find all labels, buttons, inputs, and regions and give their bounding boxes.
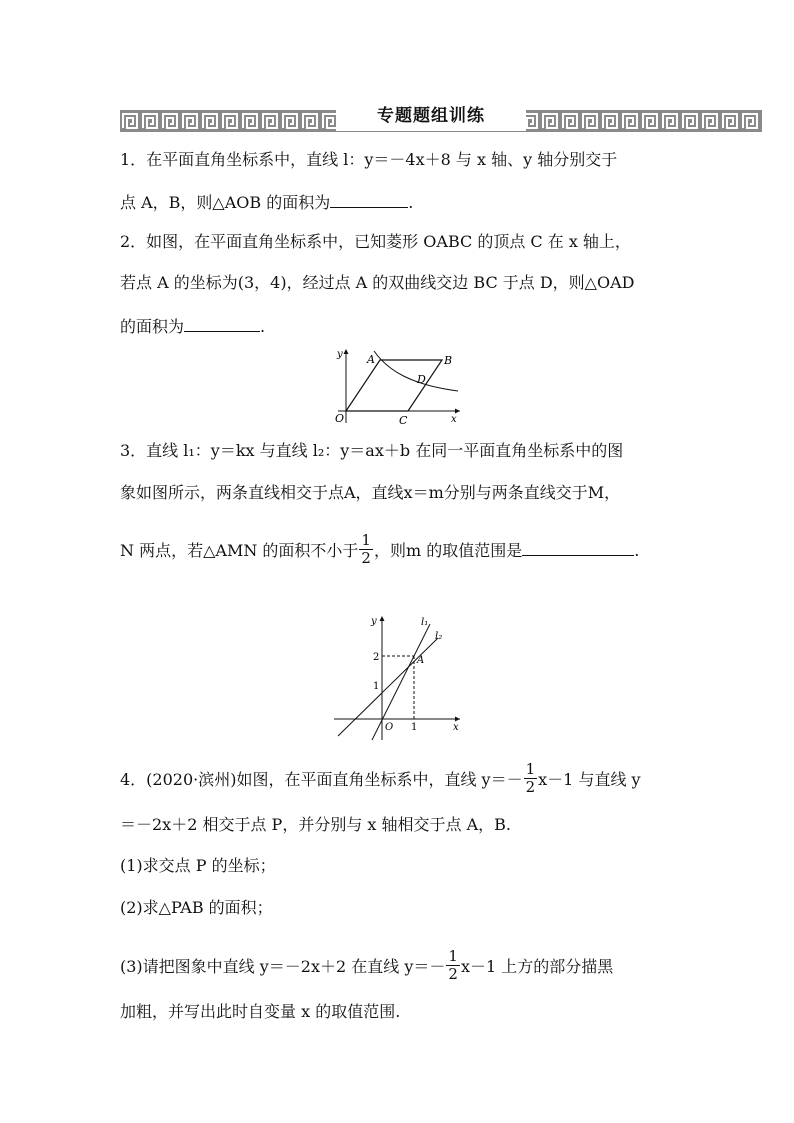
q2-label-y: y: [337, 349, 343, 360]
q2-label-o: O: [335, 412, 345, 425]
q1-text: 点 A，B，则△AOB 的面积为: [120, 193, 331, 212]
q2-answer-blank: [184, 315, 260, 332]
q2-rhombus-figure: [330, 345, 465, 427]
q3-line-3: [120, 531, 640, 569]
q2-text: 的面积为: [120, 317, 185, 336]
q3-label-a: A: [417, 655, 425, 666]
q4-part3-frac-den: 2: [448, 965, 458, 983]
page-title: 专题题组训练: [336, 101, 526, 131]
q1-answer-blank: [330, 191, 408, 208]
q2-label-c: C: [399, 414, 408, 427]
q4-line-1: [120, 760, 641, 798]
q2-line-1: 2．如图，在平面直角坐标系中，已知菱形 OABC 的顶点 C 在 x 轴上，: [120, 232, 631, 251]
q4-part3-fraction: [446, 948, 460, 983]
q1-line-1: 1．在平面直角坐标系中，直线 l：y＝－4x＋8 与 x 轴、y 轴分别交于: [120, 150, 618, 169]
q3-line-1: 3．直线 l₁：y＝kx 与直线 l₂：y＝ax＋b 在同一平面直角坐标系中的图: [120, 441, 624, 460]
q3-label-l1: l₁: [421, 617, 429, 628]
q4-part-2: (2)求△PAB 的面积；: [120, 898, 273, 917]
q2-label-d: D: [417, 373, 426, 386]
q4-part-3: [120, 947, 614, 985]
q2-x-arrow: [455, 409, 460, 414]
q2-line-2: 若点 A 的坐标为(3，4)，经过点 A 的双曲线交边 BC 于点 D，则△OAD: [120, 273, 635, 292]
q3-text-b: ，则m 的取值范围是: [373, 541, 523, 560]
q3-label-o: O: [385, 722, 394, 733]
q3-line-l1: [372, 624, 430, 740]
q3-frac-num: 1: [361, 531, 371, 549]
q3-fraction: [359, 532, 373, 567]
q3-lines-figure: [330, 612, 465, 742]
q4-part3-text-b: x－1 上方的部分描黑: [460, 957, 614, 976]
q3-line-2: 象如图所示，两条直线相交于点A，直线x＝m分别与两条直线交于M，: [120, 483, 621, 502]
q4-text-b: x－1 与直线 y: [538, 770, 641, 789]
q4-frac-den: 2: [525, 778, 536, 796]
q3-y-arrow: [380, 616, 385, 621]
q3-label-x: x: [453, 722, 459, 733]
q3-answer-blank: [522, 539, 634, 556]
q2-line-3: [120, 315, 265, 337]
q3-x-arrow: [455, 717, 460, 722]
q3-tick-2: 2: [373, 652, 380, 663]
q2-label-a: A: [367, 353, 375, 366]
q3-label-y: y: [371, 616, 377, 627]
q2-label-b: B: [444, 354, 453, 367]
q4-text-a: 4．(2020·滨州)如图，在平面直角坐标系中，直线 y＝－: [120, 770, 523, 789]
q3-label-l2: l₂: [435, 631, 443, 642]
q3-period: .: [634, 541, 640, 560]
q2-label-x: x: [451, 414, 457, 425]
q3-tick-1-x: 1: [411, 722, 418, 733]
q3-frac-den: 2: [361, 549, 371, 567]
q4-part-1: (1)求交点 P 的坐标；: [120, 856, 276, 875]
q4-fraction: [524, 761, 538, 796]
q4-part3-frac-num: 1: [448, 947, 458, 965]
q4-line-2: ＝－2x＋2 相交于点 P，并分别与 x 轴相交于点 A，B.: [120, 815, 512, 834]
q4-part3-text-a: (3)请把图象中直线 y＝－2x＋2 在直线 y＝－: [120, 957, 446, 976]
q4-frac-num: 1: [525, 760, 536, 778]
q4-part-3-continued: 加粗，并写出此时自变量 x 的取值范围.: [120, 1002, 401, 1021]
q3-tick-1-y: 1: [373, 681, 380, 692]
q2-y-arrow: [344, 349, 349, 354]
q1-line-2: [120, 191, 413, 213]
q2-period: .: [260, 317, 266, 336]
q3-text-a: N 两点，若△AMN 的面积不小于: [120, 541, 359, 560]
q1-period: .: [408, 193, 414, 212]
